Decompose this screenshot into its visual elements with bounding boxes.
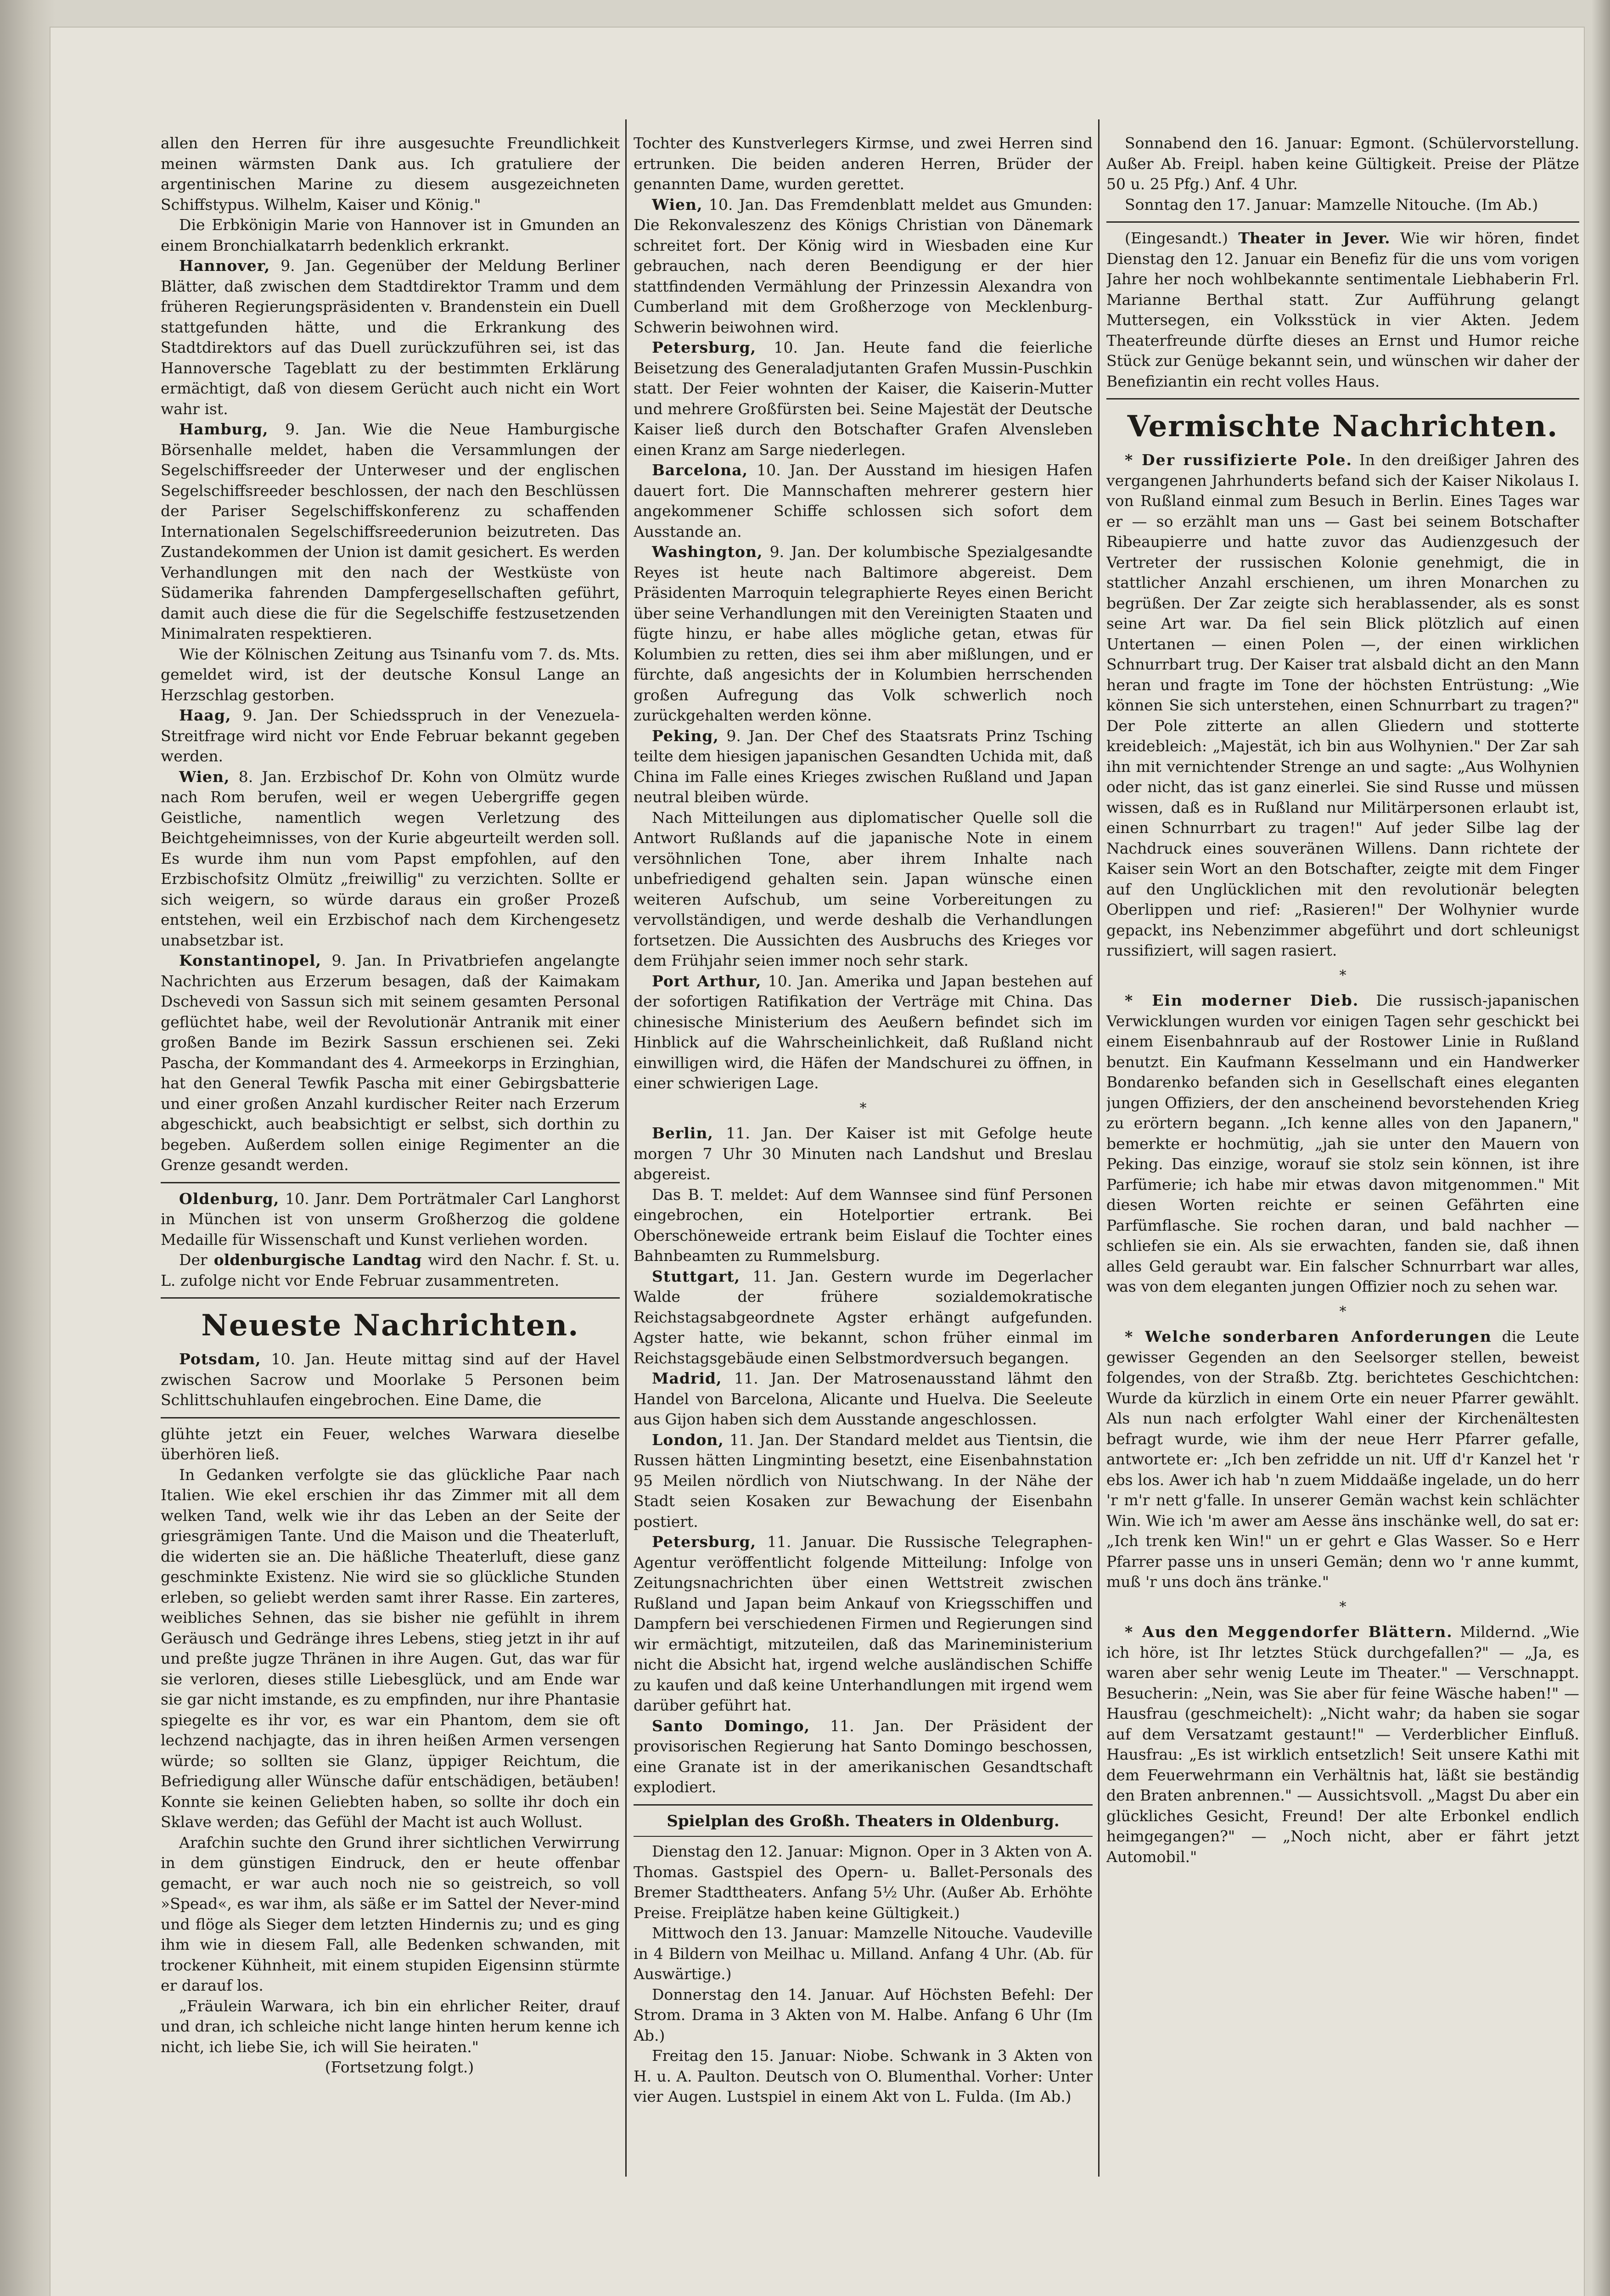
news-item	[634, 1716, 1093, 1798]
news-item	[634, 195, 1093, 338]
dateline-place: Haag,	[179, 706, 231, 724]
news-text: 9. Jan. Wie die Neue Hamburgische Börsenhalle meldet, haben die Versammlungen der Segelschiffsreeder der Unterweser und der englischen Segelschiffsreeder beschlossen, der nach den Beschlüssen der Pariser Segelschiffskonferenz zu schaffenden Internationalen Segelschiffsreederunion beizutreten. Das Zustandekommen der Union ist damit gesichert. Es werden Verhandlungen mit den nach der Westküste von Südamerika fahrenden Dampfergesellschaften geführt, damit auch diese die für die Segelschiffe festzusetzenden Minimalraten respektieren.	[161, 420, 620, 642]
dateline-place: Petersburg,	[652, 1533, 757, 1551]
schedule-entry: Donnerstag den 14. Januar. Auf Höchsten Befehl: Der Strom. Drama in 3 Akten von M. Halbe. Anfang 6 Uhr (Im Ab.)	[634, 1985, 1093, 2044]
dateline-place: Hamburg,	[179, 420, 269, 438]
news-item	[634, 726, 1093, 808]
section-divider	[161, 1182, 620, 1183]
continuation-note: (Fortsetzung folgt.)	[325, 2058, 474, 2076]
news-text: die Leute gewisser Gegenden an den Seelsorger stellen, beweist folgendes, von der Straßb. Ztg. berichtetes Geschichtchen: Wurde da kürzlich in einem Orte ein neuer Pfarrer gewählt. Als nun nach erfolgter Wahl einer der Kirchenältesten befragt wurde, wie ihm der neue Herr Pfarrer gefalle, antwortete er: „Ich ben zefridde un nit. Uff d'r Kanzel het 'r ebs los. Awer ich hab 'n zuem Middaäße ingelade, un do herr 'r m'r nett g'falle. In unserer Gemän wachst kein schlächter Win. Wie ich 'm awer am Aesse äns inschänke well, do sat er: „Ich trenk ken Win!" un er gehrt e Glas Wasser. So e Herr Pfarrer passe uns in unseri Gemän; denn wo 'r anne kummt, muß 'r uns doch äns tränke."	[1106, 1328, 1579, 1591]
news-text: 9. Jan. Der kolumbische Spezialgesandte Reyes ist heute nach Baltimore abgereist. Dem Präsidenten Marroquin telegraphierte Reyes einen Bericht über seine Verhandlungen mit den Vereinigten Staaten und fügte hinzu, er habe alles mögliche getan, etwas für Kolumbien zu retten, dies sei ihm aber mißlungen, und er fürchte, daß angesichts der in Kolumbien herrschenden großen Aufregung das Volk schwerlich noch zurückgehalten werden könne.	[634, 543, 1093, 724]
separator-star: *	[1339, 1598, 1346, 1615]
news-item	[634, 1368, 1093, 1430]
section-heading: Vermischte Nachrichten.	[1127, 409, 1559, 444]
news-text: 10. Jan. Das Fremdenblatt meldet aus Gmunden: Die Rekonvaleszenz des Königs Christian von Dänemark schreitet fort. Der König wird in Wiesbaden eine Kur gebrauchen, nach deren Beendigung er der hier stattfindenden Vermählung der Prinzessin Alexandra von Cumberland mit dem Großherzoge von Mecklenburg-Schwerin beiwohnen wird.	[634, 195, 1093, 336]
dateline-place: Port Arthur,	[652, 972, 762, 990]
news-text: 11. Jan. Gestern wurde im Degerlacher Walde der frühere sozialdemokratische Reichstagsabgeordnete Agster erhängt aufgefunden. Agster hatte, wie bekannt, schon früher einmal im Reichstagsgebäude einen Selbstmordversuch begangen.	[634, 1267, 1093, 1367]
article-text: Die Erbkönigin Marie von Hannover ist in Gmunden an einem Bronchialkatarrh bedenklich erkrankt.	[161, 216, 620, 254]
schedule-entry: Freitag den 15. Januar: Niobe. Schwank in 3 Akten von H. u. A. Paulton. Deutsch von O. Blumenthal. Vorher: Unter vier Augen. Lustspiel in einem Akt von L. Fulda. (Im Ab.)	[634, 2047, 1093, 2105]
article-text: Tochter des Kunstverlegers Kirmse, und zwei Herren sind ertrunken. Die beiden anderen Herren, Brüder der genannten Dame, wurden gerettet.	[634, 134, 1093, 193]
news-item	[161, 256, 620, 419]
news-text: In den dreißiger Jahren des vergangenen Jahrhunderts befand sich der Kaiser Nikolaus I. von Rußland einmal zum Besuch in Berlin. Eines Tages war er — so erzählt man uns — Gast bei seinem Botschafter Ribeaupierre und hatte zuvor das Audienzgesuch der Vertreter der russischen Kolonie genehmigt, die in stattlicher Anzahl erschienen, um ihren Monarchen zu begrüßen. Der Zar zeigte sich herablassender, als es sonst seine Art war. Da fiel sein Blick plötzlich auf einen Untertanen — einen Polen —, der einen wirklichen Schnurrbart trug. Der Kaiser trat alsbald dicht an den Mann heran und fragte im Tone der höchsten Entrüstung: „Wie können Sie sich unterstehen, einen Schnurrbart zu tragen?" Der Pole zitterte an allen Gliedern und stotterte kreidebleich: „Majestät, ich bin aus Wolhynien." Der Zar sah ihn mit vernichtender Strenge an und sagte: „Aus Wolhynien oder nicht, das ist ganz einerlei. Sie sind Russe und müssen wissen, daß es in Rußland nur Militärpersonen erlaubt ist, einen Schnurrbart zu tragen!" Auf jeder Silbe lag der Nachdruck eines souveränen Willens. Dann richtete der Kaiser sein Wort an den Botschafter, zeigte mit dem Finger auf den Unglücklichen mit den revolutionär belegten Oberlippen und rief: „Rasieren!" Der Wolhynier wurde gepackt, ins Nebenzimmer abgeführt und dort schleunigst russifiziert, will sagen rasiert.	[1106, 451, 1579, 959]
feuilleton-text: In Gedanken verfolgte sie das glückliche Paar nach Italien. Wie ekel erschien ihr das Zimmer mit all dem welken Tand, welk wie ihr das Leben an der Seite der griesgrämigen Tante. Und die Maison und die Theaterluft, die widerten sie an. Die häßliche Theaterluft, diese ganz geschminkte Existenz. Nie wird sie so glückliche Stunden erleben, so geliebt werden samt ihrer Rasse. Ein zarteres, weibliches Sehnen, das sie bisher nie gefühlt in ihrem Geräusch und Gedränge ihres Lebens, stieg jetzt in ihr auf und preßte jugze Thränen in ihre Augen. Gut, das war für sie verloren, dieses stille Liebesglück, und am Ende war sie gar nicht imstande, es zu empfinden, nur ihre Phantasie spiegelte es ihr vor, es war ein Phantom, dem sie oft lechzend nachjagte, das in ihren heißen Armen versengen würde; so sollten sie Glanz, üppiger Reichtum, die Befriedigung aller Wünsche dafür entschädigen, betäuben! Konnte sie keinen Geliebten haben, so sollte ihr doch ein Sklave werden; das Gefühl der Macht ist auch Wollust.	[161, 1465, 620, 1831]
news-text: 11. Jan. Der Matrosenausstand lähmt den Handel von Barcelona, Alicante und Huelva. Die Seeleute aus Gijon haben sich dem Ausstande angeschlossen.	[634, 1369, 1093, 1428]
news-text: 9. Jan. Gegenüber der Meldung Berliner Blätter, daß zwischen dem Stadtdirektor Tramm und dem früheren Regierungspräsidenten v. Brandenstein ein Duell stattgefunden hätte, und die Erkrankung des Stadtdirektors auf das Duell zurückzuführen sei, ist das Hannoversche Tageblatt zu der bestimmten Erklärung ermächtigt, daß von diesem Gerücht auch nicht ein Wort wahr ist.	[161, 257, 620, 418]
article-text: Wie der Kölnischen Zeitung aus Tsinanfu vom 7. ds. Mts. gemeldet wird, ist der deutsche Konsul Lange an Herzschlag gestorben.	[161, 645, 620, 704]
dateline-place: Konstantinopel,	[179, 951, 322, 969]
news-text: 11. Januar. Die Russische Telegraphen-Agentur veröffentlicht folgende Mitteilung: Infolge von Zeitungsnachrichten über einen Wettstreit zwischen Rußland und Japan beim Ankauf von Kriegsschiffen und Dampfern bei verschiedenen Firmen und Regierungen sind wir ermächtigt, mitzuteilen, daß das Marineministerium nicht die Absicht hat, irgend welche ausländischen Schiffe zu kaufen und daß keine Unterhandlungen mit irgend wem darüber geführt hat.	[634, 1533, 1093, 1714]
news-item	[634, 1532, 1093, 1716]
news-item	[161, 1349, 620, 1411]
dateline-place: Santo Domingo,	[652, 1716, 810, 1735]
news-text: 11. Jan. Der Kaiser ist mit Gefolge heute morgen 7 Uhr 30 Minuten nach Landshut und Breslau abgereist.	[634, 1124, 1093, 1183]
article-title: * Der russifizierte Pole.	[1125, 451, 1352, 469]
news-text: Die russisch-japanischen Verwicklungen wurden vor einigen Tagen sehr geschickt bei einem Eisenbahnraub auf der Rostower Linie in Rußland benutzt. Ein Kaufmann Kesselmann und ein Handwerker Bondarenko befanden sich in Gesellschaft eines eleganten jungen Offiziers, der den anscheinend bevorstehenden Krieg zu erörtern begann. „Ich kenne alles von den Japanern," bemerkte er hochmütig, „jah sie unter den Mauern von Peking. Das einzige, worauf sie stolz sein können, ist ihre Parfümerie; ich habe mir etwas davon mitgenommen." Mit diesen Worten reichte er seinen Gefährten eine Parfümflasche. Sie rochen daran, und bald nachher — schliefen sie ein. Als sie erwachten, fanden sie, daß ihnen alles Geld geraubt war. Ein falscher Schnurrbart war alles, was von dem eleganten jungen Offizier noch zu sehen war.	[1106, 991, 1579, 1295]
schedule-entry: Sonnabend den 16. Januar: Egmont. (Schülervorstellung. Außer Ab. Freipl. haben keine Gültigkeit. Preise der Plätze 50 u. 25 Pfg.) Anf. 4 Uhr.	[1106, 134, 1579, 193]
dateline-place: Berlin,	[652, 1124, 713, 1142]
dateline-place: Potsdam,	[179, 1350, 261, 1368]
news-text: 9. Jan. In Privatbriefen angelangte Nachrichten aus Erzerum besagen, daß der Kaimakam Dschevedi von Sassun sich mit seinem gesamten Personal geflüchtet habe, weil der Revolutionär Antranik mit einer großen Bande im Bezirk Sassun erschienen sei. Zeki Pascha, der Kommandant des 4. Armeekorps in Erzinghian, hat den General Tewfik Pascha mit einer Gebirgsbatterie und einer großen Anzahl kurdischer Reiter nach Erzerum abgeschickt, auch beabsichtigt er selbst, sich dorthin zu begeben. Außerdem sollen einige Regimenter an die Grenze gesandt werden.	[161, 951, 620, 1174]
news-text: 8. Jan. Erzbischof Dr. Kohn von Olmütz wurde nach Rom berufen, weil er wegen Uebergriffe gegen Geistliche, namentlich wegen Verletzung des Beichtgeheimnisses, von der Kurie abgeurteilt werden soll. Es wurde ihm nun vom Papst empfohlen, auf den Erzbischofsitz Olmütz „freiwillig" zu verzichten. Sollte er sich weigern, so würde daraus ein großer Prozeß entstehen, weil ein Erzbischof nach dem Kirchengesetz unabsetzbar ist.	[161, 767, 620, 949]
section-divider	[634, 1804, 1093, 1806]
news-item	[634, 542, 1093, 726]
news-item	[634, 1266, 1093, 1369]
news-item	[634, 971, 1093, 1094]
schedule-entry: Mittwoch den 13. Januar: Mamzelle Nitouche. Vaudeville in 4 Bildern von Meilhac u. Milland. Anfang 4 Uhr. (Ab. für Auswärtige.)	[634, 1924, 1093, 1983]
news-subject: Theater in Jever.	[1238, 229, 1390, 247]
page-edge-left	[0, 0, 55, 2296]
separator-star: *	[859, 1100, 867, 1116]
news-text: (Eingesandt.)	[1125, 229, 1229, 247]
news-text: Wie wir hören, findet Dienstag den 12. Januar ein Benefiz für die uns vom vorigen Jahre her noch wohlbekannte sentimentale Liebhaberin Frl. Marianne Berthal statt. Zur Aufführung gelangt Muttersegen, ein Volksstück in vier Akten. Jedem Theaterfreunde dürfte dieses an Ernst und Humor reiche Stück zur Genüge bekannt sein, und wünschen wir daher der Benefiziantin ein recht volles Haus.	[1106, 229, 1579, 390]
section-divider	[161, 1297, 620, 1299]
page-edge-right	[1592, 0, 1610, 2296]
separator-star: *	[1339, 967, 1346, 984]
news-text: 11. Jan. Der Präsident der provisorischen Regierung hat Santo Domingo beschossen, eine Granate ist in der amerikanischen Gesandtschaft explodiert.	[634, 1716, 1093, 1796]
article-text: Das B. T. meldet: Auf dem Wannsee sind fünf Personen eingebrochen, ein Hotelportier ertrank. Bei Oberschöneweide ertrank beim Eislauf die Tochter eines Bahnbeamten zu Rummelsburg.	[634, 1185, 1093, 1265]
news-text: 10. Jan. Der Ausstand im hiesigen Hafen dauert fort. Die Mannschaften mehrerer gestern hier angekommener Schiffe schlossen sich sofort dem Ausstande an.	[634, 461, 1093, 540]
news-text: 10. Janr. Dem Porträtmaler Carl Langhorst in München ist von unserm Großherzog die goldene Medaille für Wissenschaft und Kunst verliehen worden.	[161, 1189, 620, 1249]
article-text: allen den Herren für ihre ausgesuchte Freundlichkeit meinen wärmsten Dank aus. Ich gratuliere der argentinischen Marine zu diesem ausgezeichneten Schiffstypus. Wilhelm, Kaiser und König."	[161, 134, 620, 214]
news-text: 10. Jan. Amerika und Japan bestehen auf der sofortigen Ratifikation der Verträge mit China. Das chinesische Ministerium des Aeußern befindet sich im Hinblick auf die Wahrscheinlichkeit, daß Rußland nicht einwilligen wird, die Häfen der Mandschurei zu öffnen, in einer schwierigen Lage.	[634, 972, 1093, 1092]
news-text: 9. Jan. Der Schiedsspruch in der Venezuela-Streitfrage wird nicht vor Ende Februar bekannt gegeben werden.	[161, 706, 620, 765]
news-text: wird den Nachr. f. St. u. L. zufolge nicht vor Ende Februar zusammentreten.	[161, 1251, 620, 1289]
section-divider	[1106, 398, 1579, 400]
news-text: 11. Jan. Der Standard meldet aus Tientsin, die Russen hätten Lingminting besetzt, eine Eisenbahnstation 95 Meilen nördlich von Niutschwang. In der Nähe der Stadt seien Kosaken zur Bewachung der Eisenbahn postiert.	[634, 1430, 1093, 1531]
dateline-place: Wien,	[652, 195, 703, 214]
news-item	[161, 951, 620, 1176]
news-item	[1106, 450, 1579, 961]
news-text: Der	[179, 1251, 208, 1269]
separator-star: *	[1339, 1303, 1346, 1320]
news-item	[634, 460, 1093, 542]
dateline-place: Stuttgart,	[652, 1267, 740, 1285]
dateline-place: Oldenburg,	[179, 1189, 280, 1208]
article-title: * Aus den Meggendorfer Blättern.	[1125, 1623, 1453, 1641]
dateline-place: Barcelona,	[652, 461, 748, 479]
news-item	[161, 1189, 620, 1250]
news-text: Mildernd. „Wie ich höre, ist Ihr letztes Stück durchgefallen?" — „Ja, es waren aber sehr wenig Leute im Theater." — Verschnappt. Besucherin: „Nein, was Sie aber für feine Wäsche haben!" — Hausfrau (geschmeichelt): „Nicht wahr; da haben sie sogar auf dem Versatzamt gestaunt!" — Verderblicher Einfluß. Hausfrau: „Es ist wirklich entsetzlich! Seit unsere Kathi mit dem Feuerwehrmann ein Verhältnis hat, läßt sie beständig den Braten anbrennen." — Aussichtsvoll. „Magst Du aber ein glückliches Gesicht, Freund! Der alte Erbonkel endlich heimgegangen?" — „Noch nicht, aber er fährt jetzt Automobil."	[1106, 1623, 1579, 1866]
column-1	[161, 133, 620, 2186]
news-item	[634, 338, 1093, 460]
section-heading: Neueste Nachrichten.	[201, 1308, 579, 1343]
schedule-entry: Dienstag den 12. Januar: Mignon. Oper in 3 Akten von A. Thomas. Gastspiel des Opern- u. Ballet-Personals des Bremer Stadttheaters. Anfang 5½ Uhr. (Außer Ab. Erhöhte Preise. Freiplätze haben keine Gültigkeit.)	[634, 1842, 1093, 1922]
column-rule	[625, 119, 627, 2177]
dateline-place: Madrid,	[652, 1369, 722, 1387]
column-2	[634, 133, 1093, 2186]
news-item	[161, 1250, 620, 1291]
feuilleton-text: Arafchin suchte den Grund ihrer sichtlichen Verwirrung in dem günstigen Eindruck, den er heute offenbar gemacht, er war auch noch nie so geistreich, so voll »Spead«, es war ihm, als säße er im Sattel der Never-mind und flöge als Sieger dem letzten Hindernis zu; und es ging ihm wie in diesem Fall, alle Bedenken schwanden, mit trockener Kühnheit, mit einem stupiden Eigensinn stürmte er darauf los.	[161, 1833, 620, 1994]
news-item	[1106, 1327, 1579, 1593]
feuilleton-divider	[161, 1417, 620, 1418]
dateline-place: Petersburg,	[652, 338, 757, 356]
news-item	[1106, 228, 1579, 392]
news-subject: oldenburgische Landtag	[213, 1251, 422, 1269]
news-item	[634, 1123, 1093, 1185]
news-text: 9. Jan. Der Chef des Staatsrats Prinz Tsching teilte dem hiesigen japanischen Gesandten Uchida mit, daß China im Falle eines Krieges zwischen Rußland und Japan neutral bleiben würde.	[634, 726, 1093, 806]
dateline-place: London,	[652, 1430, 724, 1449]
news-item	[161, 419, 620, 644]
dateline-place: Hannover,	[179, 257, 270, 275]
article-text: Nach Mitteilungen aus diplomatischer Quelle soll die Antwort Rußlands auf die japanische Note in einem versöhnlichen Tone, aber ihrem Inhalte nach unbefriedigend gehalten sein. Japan wünsche einen weiteren Aufschub, um seine Vorbereitungen zu vervollständigen, und werde deshalb die Verhandlungen fortsetzen. Die Aussichten des Ausbruchs des Krieges vor dem Frühjahr seien immer noch sehr stark.	[634, 808, 1093, 969]
news-item	[161, 705, 620, 767]
column-3	[1106, 133, 1579, 2186]
article-title: * Ein moderner Dieb.	[1125, 991, 1359, 1009]
news-item	[634, 1430, 1093, 1532]
news-item	[161, 767, 620, 951]
news-text: 10. Jan. Heute mittag sind auf der Havel zwischen Sacrow und Moorlake 5 Personen beim Schlittschuhlaufen eingebrochen. Eine Dame, die	[161, 1350, 620, 1409]
column-rule	[1098, 119, 1100, 2177]
theatre-schedule-title: Spielplan des Großh. Theaters in Oldenburg.	[667, 1812, 1060, 1830]
news-item	[1106, 1622, 1579, 1867]
schedule-entry: Sonntag den 17. Januar: Mamzelle Nitouche. (Im Ab.)	[1125, 195, 1538, 214]
article-title: * Welche sonderbaren Anforderungen	[1125, 1328, 1492, 1345]
news-item	[1106, 990, 1579, 1297]
feuilleton-text: glühte jetzt ein Feuer, welches Warwara dieselbe überhören ließ.	[161, 1424, 620, 1463]
dateline-place: Wien,	[179, 767, 230, 786]
feuilleton-text: „Fräulein Warwara, ich bin ein ehrlicher Reiter, drauf und dran, ich schleiche nicht lange hinten herum kenne ich nicht, ich liebe Sie, ich will Sie heiraten."	[161, 1997, 620, 2056]
section-divider	[1106, 221, 1579, 223]
schedule-divider	[634, 1836, 1093, 1837]
dateline-place: Washington,	[652, 543, 763, 561]
news-text: 10. Jan. Heute fand die feierliche Beisetzung des Generaladjutanten Grafen Mussin-Puschkin statt. Der Feier wohnten der Kaiser, die Kaiserin-Mutter und mehrere Großfürsten bei. Seine Majestät der Deutsche Kaiser ließ durch den Botschafter Grafen Alvensleben einen Kranz am Sarge niederlegen.	[634, 338, 1093, 459]
dateline-place: Peking,	[652, 726, 719, 745]
